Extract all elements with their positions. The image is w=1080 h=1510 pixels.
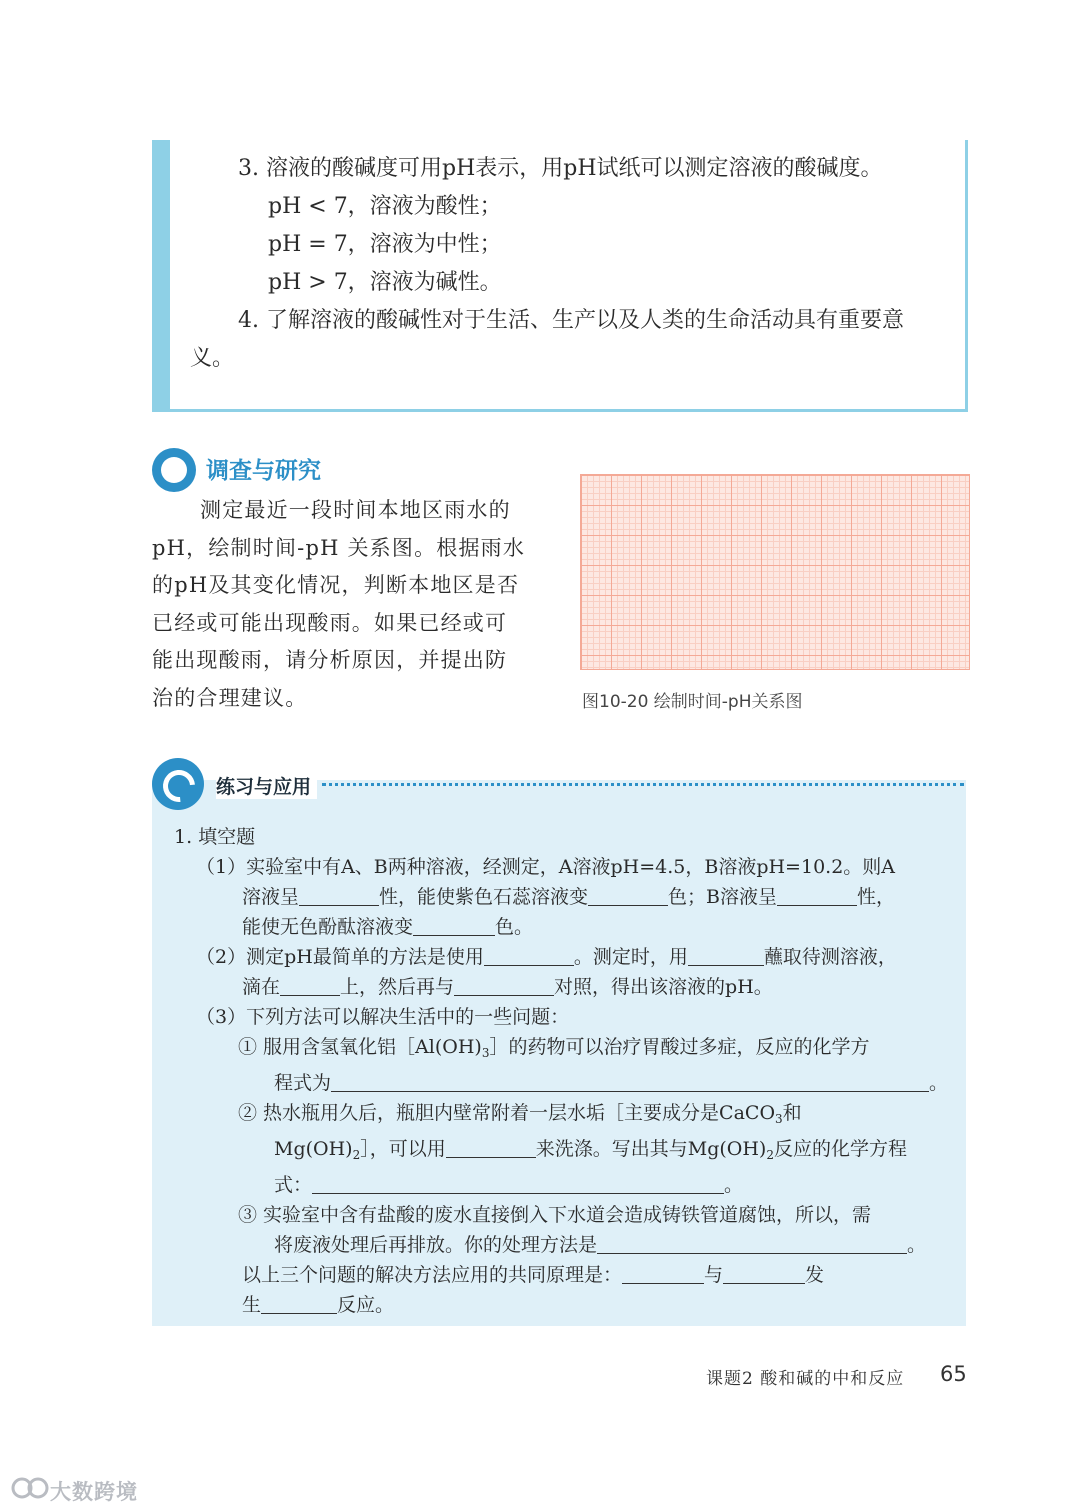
answer-blank[interactable] xyxy=(454,975,554,996)
answer-blank[interactable] xyxy=(331,1071,929,1092)
investigation-line: 能出现酸雨，请分析原因，并提出防 xyxy=(152,648,508,672)
question-line: ③ 实验室中含有盐酸的废水直接倒入下水道会造成铸铁管道腐蚀，所以，需 xyxy=(238,1204,872,1226)
summary-text xyxy=(190,150,950,378)
investigation-line: 治的合理建议。 xyxy=(152,685,308,710)
summary-line: pH = 7，溶液为中性； xyxy=(268,232,502,257)
question-heading: 1. 填空题 xyxy=(174,826,256,848)
answer-blank[interactable] xyxy=(777,885,857,906)
investigation-line: 的pH及其变化情况，判断本地区是否 xyxy=(152,573,520,597)
question-line: 将废液处理后再排放。你的处理方法是 。 xyxy=(274,1234,927,1256)
question-line: ② 热水瓶用久后，瓶胆内壁常附着一层水垢［主要成分是CaCO$_3$和 xyxy=(238,1102,802,1126)
summary-line: pH < 7，溶液为酸性； xyxy=(268,194,502,219)
question-line: 程式为 。 xyxy=(274,1072,949,1094)
answer-blank[interactable] xyxy=(723,1263,805,1284)
answer-blank[interactable] xyxy=(622,1263,704,1284)
question-line: （2）测定pH最简单的方法是使用 。测定时，用 蘸取待测溶液， xyxy=(196,946,897,968)
answer-blank[interactable] xyxy=(597,1233,907,1254)
answer-blank[interactable] xyxy=(588,885,668,906)
summary-line: 3. 溶液的酸碱度可用pH表示，用pH试纸可以测定溶液的酸碱度。 xyxy=(238,156,883,181)
exercise-dotted-rule xyxy=(322,783,964,786)
question-line: 式： 。 xyxy=(274,1174,744,1196)
answer-blank[interactable] xyxy=(413,915,495,936)
investigation-icon xyxy=(152,448,196,492)
summary-line: 4. 了解溶液的酸碱性对于生活、生产以及人类的生命活动具有重要意 xyxy=(238,308,904,333)
investigation-line: 测定最近一段时间本地区雨水的 xyxy=(200,498,511,522)
chapter-label: 课题2 酸和碱的中和反应 xyxy=(706,1369,905,1389)
question-line: 生 反应。 xyxy=(242,1294,395,1316)
answer-blank[interactable] xyxy=(312,1173,724,1194)
exercise-icon xyxy=(152,758,204,810)
graph-paper-figure xyxy=(580,474,970,670)
answer-blank[interactable] xyxy=(688,945,764,966)
question-line: 以上三个问题的解决方法应用的共同原理是： 与 发 xyxy=(242,1264,825,1286)
watermark-text: 大数跨境 xyxy=(50,1480,138,1504)
investigation-title: 调查与研究 xyxy=(206,458,321,484)
investigation-line: 已经或可能出现酸雨。如果已经或可 xyxy=(152,610,508,635)
figure-caption: 图10-20 绘制时间-pH关系图 xyxy=(582,692,803,712)
page-number: 65 xyxy=(940,1362,967,1386)
question-line: 能使无色酚酞溶液变 色。 xyxy=(242,916,534,938)
answer-blank[interactable] xyxy=(261,1293,337,1314)
question-line: 滴在 上，然后再与 对照，得出该溶液的pH。 xyxy=(242,976,773,998)
answer-blank[interactable] xyxy=(484,945,574,966)
investigation-text xyxy=(152,492,540,717)
exercise-text xyxy=(174,822,954,1320)
question-line: $Mg(OH)_2]$，可以用 来洗涤。写出其与$Mg(OH)_2$反应的化学方程 xyxy=(274,1138,907,1162)
answer-blank[interactable] xyxy=(280,975,340,996)
exercise-title: 练习与应用 xyxy=(216,772,317,799)
answer-blank[interactable] xyxy=(299,885,379,906)
question-line: （1）实验室中有A、B两种溶液，经测定，A溶液pH=4.5，B溶液pH=10.2。则A xyxy=(196,856,896,878)
question-line: 溶液呈 性，能使紫色石蕊溶液变 色；B溶液呈 性， xyxy=(242,886,896,908)
question-line: （3）下列方法可以解决生活中的一些问题： xyxy=(196,1006,570,1028)
answer-blank[interactable] xyxy=(446,1137,536,1158)
summary-line: 义。 xyxy=(190,346,235,371)
question-line: ① 服用含氢氧化铝$[Al(OH)_3]$的药物可以治疗胃酸过多症，反应的化学方 xyxy=(238,1036,870,1060)
investigation-line: pH，绘制时间-pH 关系图。根据雨水 xyxy=(152,535,526,560)
summary-line: pH > 7，溶液为碱性。 xyxy=(268,270,502,295)
